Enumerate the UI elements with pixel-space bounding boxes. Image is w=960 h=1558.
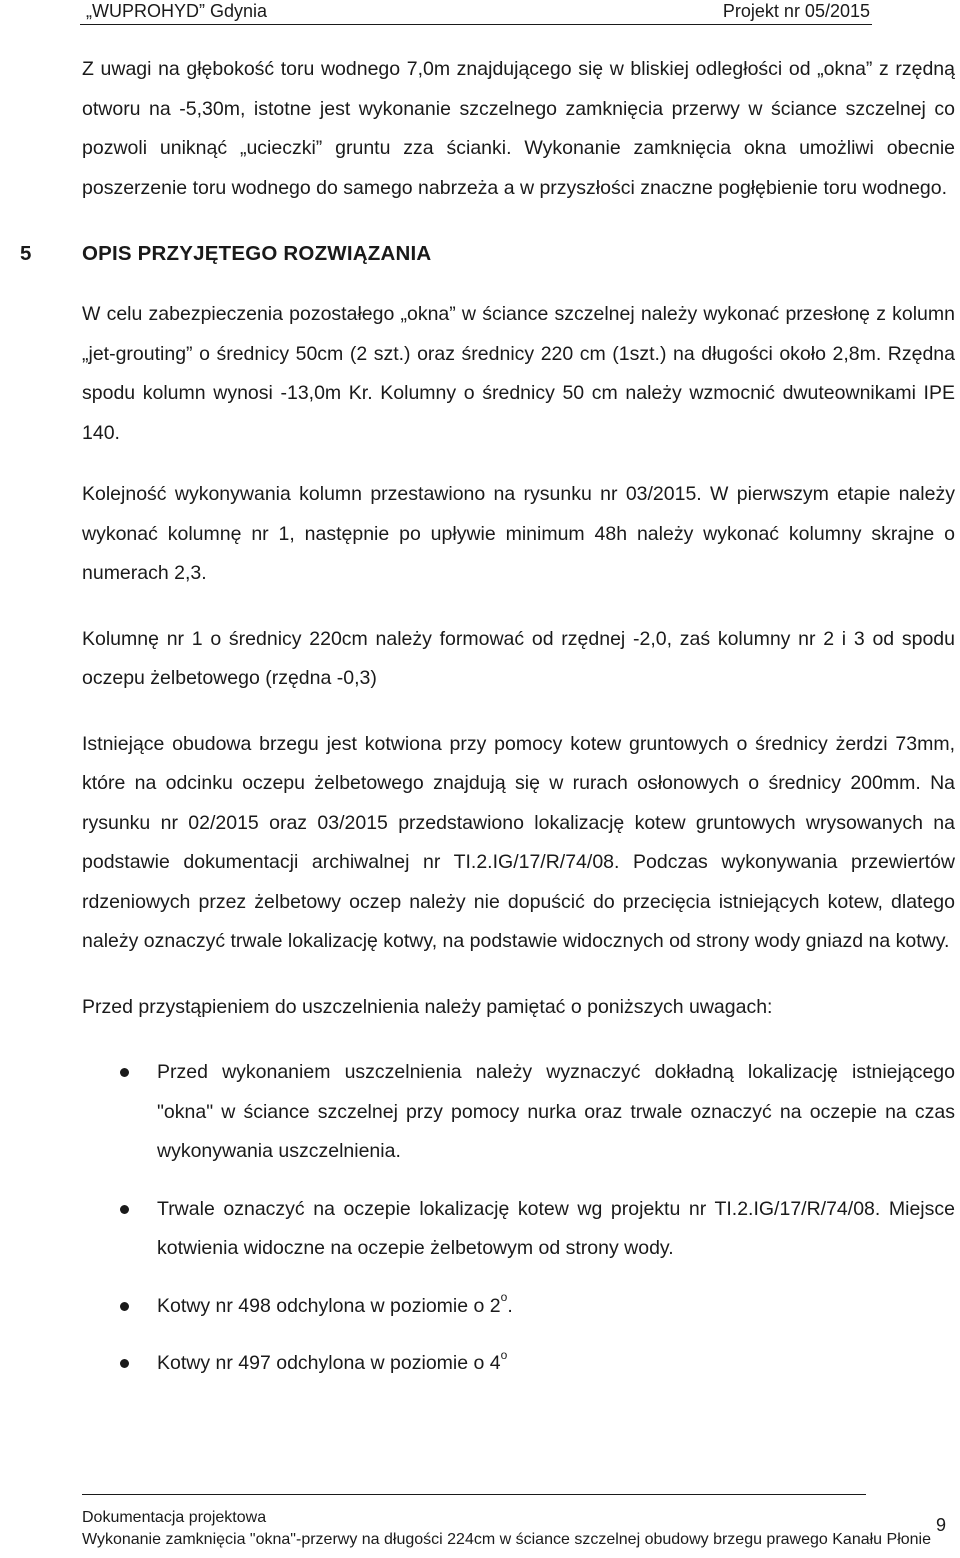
list-item-text: Trwale oznaczyć na oczepie lokalizację kotew wg projektu nr TI.2.IG/17/R/74/08. Miejsce kotwienia widoczne na oczepie żelbetowym od strony wody. <box>157 1197 955 1259</box>
bullet-icon <box>120 1205 129 1214</box>
header-company: „WUPROHYD” Gdynia <box>86 1 268 21</box>
section-paragraph-5: Przed przystąpieniem do uszczelnienia należy pamiętać o poniższych uwagach: <box>82 995 773 1018</box>
header-project-number: Projekt nr 05/2015 <box>722 1 870 21</box>
section-number: 5 <box>20 242 32 265</box>
list-item <box>82 1053 955 1172</box>
list-item-text: Kotwy nr 497 odchylona w poziomie o 4 <box>157 1352 501 1374</box>
document-body <box>20 50 955 1402</box>
section-paragraph-4: Istniejące obudowa brzegu jest kotwiona przy pomocy kotew gruntowych o średnicy żerdzi 73mm, które na odcinku oczepu żelbetowego znajdują się w rurach osłonowych o średnicy 200mm. Na rysunku nr 02/2015 oraz 03/2015 przedstawiono lokalizację kotew gruntowych wrysowanych na podstawie dokumentacji archiwalnej nr TI.2.IG/17/R/74/08. Podczas wykonywania przewiertów rdzeniowych przez żelbetowy oczep należy nie dopuścić do przecięcia istniejących kotew, dlatego należy oznaczyć trwale lokalizację kotwy, na podstawie widocznych od strony wody gniazd na kotwy. <box>82 732 955 952</box>
list-item <box>82 1190 955 1269</box>
intro-paragraph: Z uwagi na głębokość toru wodnego 7,0m znajdującego się w bliskiej odległości od „okna” z rzędną otworu na -5,30m, istotne jest wykonanie szczelnego zamknięcia przerwy w ściance szczelnej co pozwoli uniknąć „ucieczki” gruntu zza ścianki. Wykonanie zamknięcia okna umożliwi obecnie poszerzenie toru wodnego do samego nabrzeża a w przyszłości znaczne pogłębienie toru wodnego. <box>82 58 955 199</box>
list-item-text: Kotwy nr 498 odchylona w poziomie o 2 <box>157 1294 501 1317</box>
list-item <box>82 1287 955 1327</box>
list-item <box>82 1344 955 1384</box>
list-item-text: Przed wykonaniem uszczelnienia należy wyznaczyć dokładną lokalizację istniejącego "okna" w ściance szczelnej przy pomocy nurka oraz trwale oznaczyć na oczepie na czas wykonywania uszczelnienia. <box>157 1061 955 1162</box>
page-number: 9 <box>935 1515 946 1535</box>
bullet-icon <box>120 1068 129 1077</box>
page-header <box>0 0 960 22</box>
footer-document-type: Dokumentacja projektowa <box>82 1509 267 1526</box>
section-paragraph-2: Kolejność wykonywania kolumn przestawiono na rysunku nr 03/2015. W pierwszym etapie należy wykonać kolumnę nr 1, następnie po upływie minimum 48h należy wykonać kolumny skrajne o numerach 2,3. <box>82 483 955 584</box>
degree-superscript: o <box>500 1347 508 1362</box>
remarks-list <box>82 1053 955 1384</box>
section-title: OPIS PRZYJĘTEGO ROZWIĄZANIA <box>82 242 432 265</box>
bullet-icon <box>120 1359 129 1368</box>
degree-superscript: o <box>500 1290 508 1304</box>
footer-divider <box>82 1494 866 1495</box>
bullet-icon <box>120 1302 129 1311</box>
list-item-tail: . <box>507 1294 513 1317</box>
header-divider <box>80 24 872 25</box>
section-heading <box>20 234 955 274</box>
footer-document-title: Wykonanie zamknięcia "okna"-przerwy na długości 224cm w ściance szczelnej obudowy brzegu prawego Kanału Płonie <box>82 1531 931 1548</box>
section-paragraph-1: W celu zabezpieczenia pozostałego „okna” w ściance szczelnej należy wykonać przesłonę z kolumn „jet-grouting” o średnicy 50cm (2 szt.) oraz średnicy 220 cm (1szt.) na długości około 2,8m. Rzędna spodu kolumn wynosi -13,0m Kr. Kolumny o średnicy 50 cm należy wzmocnić dwuteownikami IPE 140. <box>82 303 955 444</box>
page-footer <box>82 1494 946 1558</box>
section-paragraph-3: Kolumnę nr 1 o średnicy 220cm należy formować od rzędnej -2,0, zaś kolumny nr 2 i 3 od spodu oczepu żelbetowego (rzędna -0,3) <box>82 627 955 689</box>
